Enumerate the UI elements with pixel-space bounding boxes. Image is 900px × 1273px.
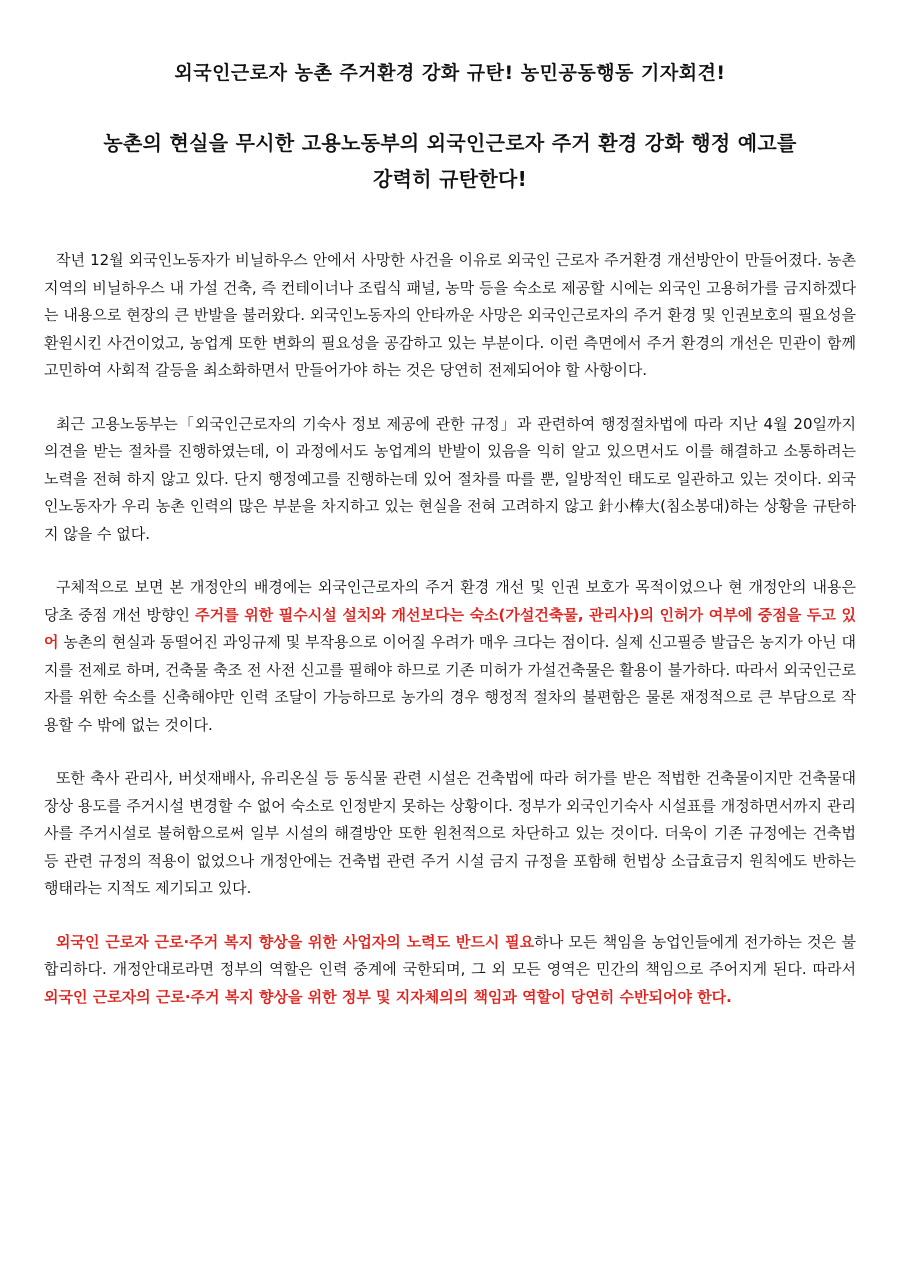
document-headline — [44, 125, 856, 197]
paragraph-5 — [44, 929, 856, 1012]
paragraph-3-text-before: 구체적으로 보면 본 개정안의 배경에는 외국인근로자의 주거 환경 개선 및 인권 보호가 목적이었으나 현 개정안의 내용은 당초 중점 개선 방향인 — [44, 578, 856, 624]
document-title: 외국인근로자 농촌 주거환경 강화 규탄! 농민공동행동 기자회견! — [174, 62, 726, 84]
headline-line-1: 농촌의 현실을 무시한 고용노동부의 외국인근로자 주거 환경 강화 행정 예고를 — [103, 131, 797, 155]
paragraph-4: 또한 축사 관리사, 버섯재배사, 유리온실 등 동식물 관련 시설은 건축법에 따라 허가를 받은 적법한 건축물이지만 건축물대장상 용도를 주거시설 변경할 수 없어 숙소로 인정받지 못하는 상황이다. 정부가 외국인기숙사 시설표를 개정하면서까지 관리사를 주거시설로 불허함으로써 일부 시설의 해결방안 또한 원천적으로 차단하고 있는 것이다. 더욱이 기존 규정에는 건축법 등 관련 규정의 적용이 없었으나 개정안에는 건축법 관련 주거 시설 금지 규정을 포함해 헌법상 소급효금지 원칙에도 반하는 행태라는 지적도 제기되고 있다. — [44, 769, 856, 897]
paragraph-3 — [44, 574, 856, 739]
headline-line-2: 강력히 규탄한다! — [372, 167, 528, 191]
paragraph-3-text-after: 농촌의 현실과 동떨어진 과잉규제 및 부작용으로 이어질 우려가 매우 크다는 점이다. 실제 신고필증 발급은 농지가 아닌 대지를 전제로 하며, 건축물 축조 전 사전 신고를 필해야 하므로 기존 미허가 가설건축물은 활용이 불가하다. 따라서 외국인근로자를 위한 숙소를 신축해야만 인력 조달이 가능하므로 농가의 경우 행정적 절차의 불편함은 물론 재정적으로 큰 부담으로 작용할 수 밖에 없는 것이다. — [44, 633, 856, 734]
paragraph-5-text-middle: 하나 모든 책임을 농업인들에게 전가하는 것은 불합리하다. 개정안대로라면 정부의 역할은 인력 중계에 국한되며, 그 외 모든 영역은 민간의 책임으로 주어지게 된다. 따라서 — [44, 932, 856, 978]
paragraph-5-highlight-1: 외국인 근로자 근로·주거 복지 향상을 위한 사업자의 노력도 반드시 필요 — [56, 932, 535, 951]
paragraph-3-highlight: 주거를 위한 필수시설 설치와 개선보다는 숙소(가설건축물, 관리사)의 인허가 여부에 중점을 두고 있어 — [44, 605, 857, 651]
paragraph-5-highlight-2: 외국인 근로자의 근로·주거 복지 향상을 위한 정부 및 지자체의의 책임과 역할이 당연히 수반되어야 한다. — [44, 987, 732, 1006]
paragraph-2: 최근 고용노동부는「외국인근로자의 기숙사 정보 제공에 관한 규정」과 관련하여 행정절차법에 따라 지난 4월 20일까지 의견을 받는 절차를 진행하였는데, 이 과정에서도 농업계의 반발이 있음을 익히 알고 있으면서도 이를 해결하고 소통하려는 노력을 전혀 하지 않고 있다. 단지 행정예고를 진행하는데 있어 절차를 따를 뿐, 일방적인 태도로 일관하고 있는 것이다. 외국인노동자가 우리 농촌 인력의 많은 부분을 차지하고 있는 현실을 전혀 고려하지 않고 針小棒大(침소봉대)하는 상황을 규탄하지 않을 수 없다. — [44, 414, 856, 543]
paragraph-1: 작년 12월 외국인노동자가 비닐하우스 안에서 사망한 사건을 이유로 외국인 근로자 주거환경 개선방안이 만들어졌다. 농촌지역의 비닐하우스 내 가설 건축, 즉 컨테이너나 조립식 패널, 농막 등을 숙소로 제공할 시에는 외국인 고용허가를 금지하겠다는 내용으로 현장의 큰 반발을 불러왔다. 외국인노동자의 안타까운 사망은 외국인근로자의 주거 환경 및 인권보호의 필요성을 환원시킨 사건이었고, 농업계 또한 변화의 필요성을 공감하고 있는 부분이다. 이런 측면에서 주거 환경의 개선은 민관이 함께 고민하여 사회적 갈등을 최소화하면서 만들어가야 하는 것은 당연히 전제되어야 할 사항이다. — [44, 251, 856, 379]
